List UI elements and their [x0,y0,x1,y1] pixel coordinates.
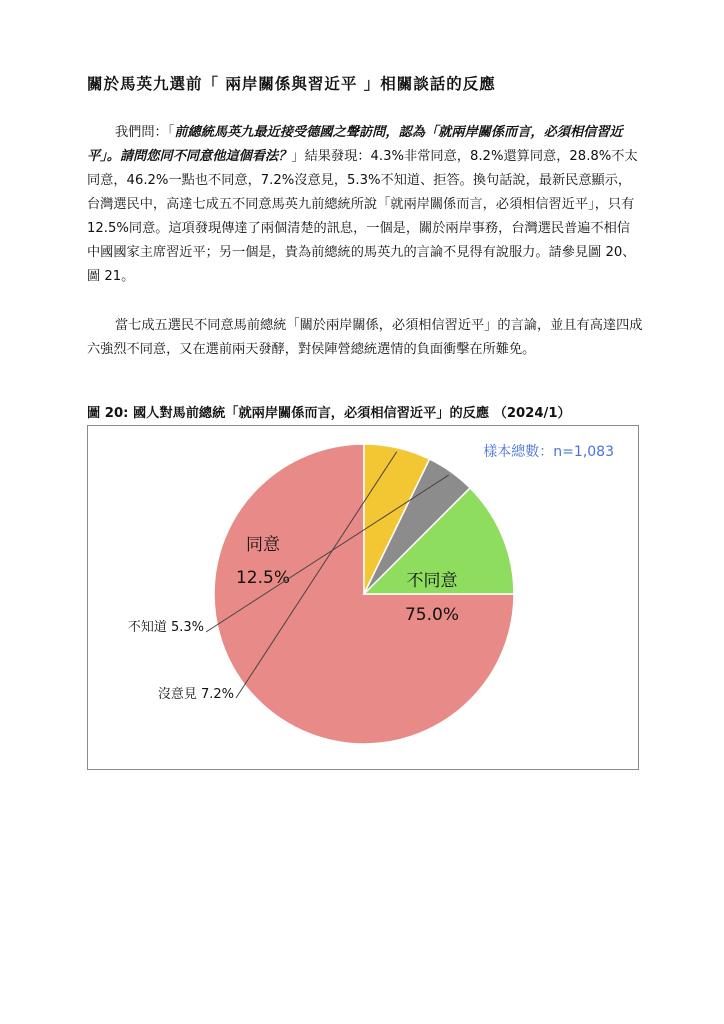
pie-slices [214,444,514,744]
paragraph-2: 當七成五選民不同意馬前總統「關於兩岸關係，必須相信習近平」的言論，並且有高達四成六強烈不同意，又在選前兩天發酵，對侯陣營總統選情的負面衝擊在所難免。 [87,318,643,357]
paragraph-1 [87,121,643,289]
slice-label-dont-know: 不知道 5.3% [127,620,204,635]
survey-question: 前總統馬英九最近接受德國之聲訪問，認為「就兩岸關係而言，必須相信習近平」。請問您同不同意他這個看法？ [87,125,623,164]
sample-size-note: 樣本總數：n=1,083 [483,444,614,460]
paragraph-1-body: 」結果發現：4.3%非常同意，8.2%還算同意，28.8%不太同意，46.2%一點也不同意，7.2%沒意見，5.3%不知道、拒答。換句話說，最新民意顯示，台灣選民中，高達七成五不同意馬英九前總統所說「就兩岸關係而言，必須相信習近平」，只有 12.5%同意。這項發現傳達了兩個清楚的訊息，一個是，關於兩岸事務，台灣選民普遍不相信中國國家主席習近平；另一個是，貴為前總統的馬英九的言論不見得有說服力。請參見圖 20、圖 21。 [87,149,638,284]
figure-caption: 圖 20: 國人對馬前總統「就兩岸關係而言，必須相信習近平」的反應 （2024/1） [87,406,571,421]
paragraph-1-lead: 我們問：「 [115,125,175,140]
slice-label-agree: 12.5% [235,568,291,588]
slice-name-agree: 同意 [246,535,280,555]
slice-label-no-opinion: 沒意見 7.2% [157,687,234,702]
slice-name-disagree: 不同意 [406,571,458,591]
pie-chart-frame [87,425,639,770]
slice-label-disagree: 75.0% [404,605,460,625]
pie-chart [88,426,638,769]
page-title: 關於馬英九選前「 兩岸關係與習近平 」相關談話的反應 [87,75,496,93]
